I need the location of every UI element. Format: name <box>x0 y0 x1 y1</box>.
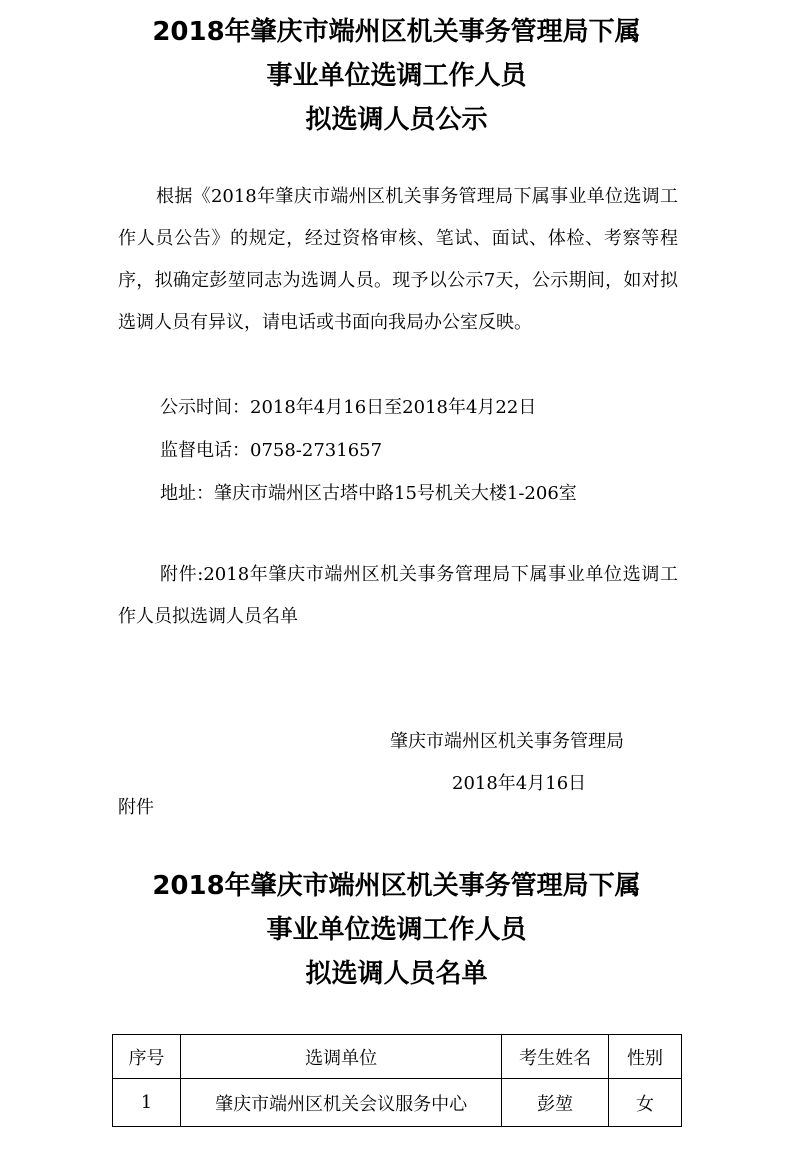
signature-date: 2018年4月16日 <box>452 773 587 794</box>
attachment-note: 附件:2018年肇庆市端州区机关事务管理局下属事业单位选调工作人员拟选调人员名单 <box>118 564 678 627</box>
notice-title-line-2: 事业单位选调工作人员 <box>266 61 527 91</box>
notice-title-line-1: 2018年肇庆市端州区机关事务管理局下属 <box>152 17 641 47</box>
signature-org: 肇庆市端州区机关事务管理局 <box>390 731 624 752</box>
cell-name: 彭堃 <box>502 1079 609 1127</box>
candidate-table <box>112 1034 682 1127</box>
table-header-row <box>113 1035 682 1079</box>
attachment-title-line-3: 拟选调人员名单 <box>305 959 488 989</box>
header-unit: 选调单位 <box>180 1035 501 1079</box>
cell-serial: 1 <box>113 1079 181 1127</box>
header-serial: 序号 <box>113 1035 181 1079</box>
header-name: 考生姓名 <box>502 1035 609 1079</box>
address: 地址：肇庆市端州区古塔中路15号机关大楼1-206室 <box>160 483 577 504</box>
cell-unit: 肇庆市端州区机关会议服务中心 <box>180 1079 501 1127</box>
publicity-time: 公示时间：2018年4月16日至2018年4月22日 <box>160 397 537 418</box>
header-gender: 性别 <box>609 1035 682 1079</box>
supervision-phone: 监督电话：0758-2731657 <box>160 440 383 461</box>
notice-body-paragraph: 根据《2018年肇庆市端州区机关事务管理局下属事业单位选调工作人员公告》的规定，经过资格审核、笔试、面试、体检、考察等程序，拟确定彭堃同志为选调人员。现予以公示7天，公示期间，如对拟选调人员有异议，请电话或书面向我局办公室反映。 <box>118 186 678 333</box>
notice-title <box>0 14 793 146</box>
table-row <box>113 1079 682 1127</box>
attachment-label: 附件 <box>118 797 154 818</box>
cell-gender: 女 <box>609 1079 682 1127</box>
attachment-title-line-1: 2018年肇庆市端州区机关事务管理局下属 <box>152 871 641 901</box>
attachment-title-line-2: 事业单位选调工作人员 <box>266 915 527 945</box>
attachment-title <box>0 868 793 1000</box>
notice-title-line-3: 拟选调人员公示 <box>305 105 488 135</box>
